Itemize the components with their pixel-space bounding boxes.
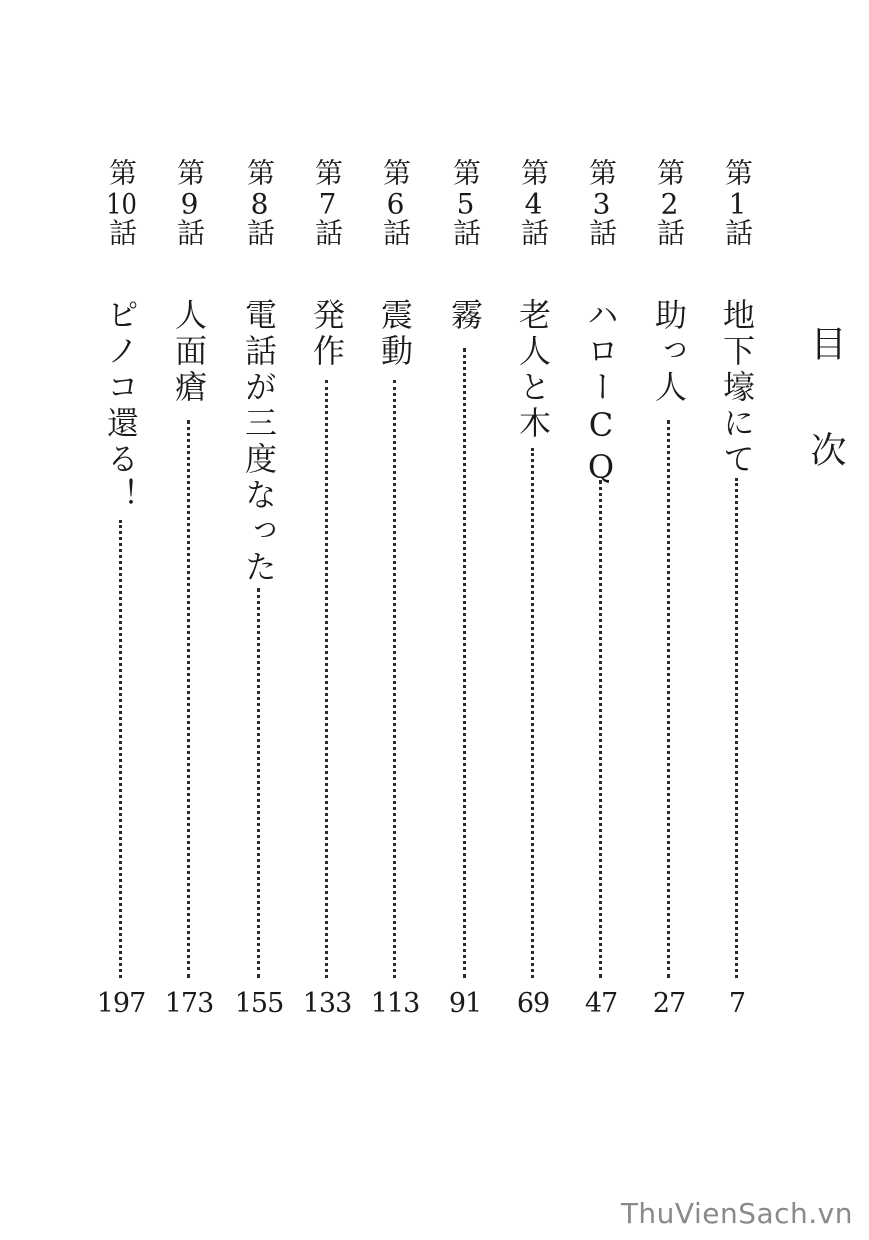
toc-entry[interactable] — [576, 158, 626, 1028]
chapter-title: 人面瘡 — [170, 298, 208, 406]
page-number: 197 — [96, 988, 146, 1019]
chapter-title: 霧 — [446, 298, 484, 334]
page-number: 91 — [448, 988, 482, 1019]
page-number: 27 — [652, 988, 686, 1019]
page-number: 69 — [516, 988, 550, 1019]
chapter-title: 電話が三度なった — [240, 298, 278, 586]
page-number: 133 — [302, 988, 352, 1019]
toc-entry[interactable] — [644, 158, 694, 1028]
toc-entry[interactable] — [370, 158, 420, 1028]
chapter-number: 第9話 — [173, 158, 206, 250]
page-number: 155 — [234, 988, 284, 1019]
chapter-title: ピノコ還る！ — [102, 298, 140, 514]
toc-entry[interactable] — [508, 158, 558, 1028]
leader-dots — [119, 520, 122, 978]
toc-heading: 目次 — [805, 325, 846, 537]
toc-entry[interactable] — [440, 158, 490, 1028]
watermark: ThuVienSach.vn — [620, 1197, 853, 1230]
leader-dots — [463, 348, 466, 978]
chapter-number: 第6話 — [379, 158, 412, 250]
leader-dots — [531, 448, 534, 978]
page-number: 7 — [728, 988, 746, 1019]
chapter-number: 第7話 — [311, 158, 344, 250]
leader-dots — [393, 380, 396, 978]
leader-dots — [187, 420, 190, 978]
chapter-number: 第5話 — [449, 158, 482, 250]
chapter-title: 震動 — [376, 298, 414, 370]
chapter-title: 発作 — [308, 298, 346, 370]
chapter-title: 老人と木 — [514, 298, 552, 442]
toc-entry[interactable] — [96, 158, 146, 1028]
chapter-number: 第3話 — [585, 158, 618, 250]
leader-dots — [325, 380, 328, 978]
chapter-title: 地下壕にて — [718, 298, 756, 478]
chapter-number: 第1話 — [721, 158, 754, 250]
page-number: 113 — [370, 988, 420, 1019]
leader-dots — [735, 478, 738, 978]
leader-dots — [667, 420, 670, 978]
page-number: 173 — [164, 988, 214, 1019]
chapter-number: 第2話 — [653, 158, 686, 250]
chapter-number: 第10話 — [105, 158, 138, 250]
toc-entry[interactable] — [234, 158, 284, 1028]
toc-entry[interactable] — [302, 158, 352, 1028]
leader-dots — [257, 588, 260, 978]
chapter-title: 助っ人 — [650, 298, 688, 406]
leader-dots — [599, 480, 602, 978]
page-number: 47 — [584, 988, 618, 1019]
toc-entry[interactable] — [712, 158, 762, 1028]
chapter-number: 第4話 — [517, 158, 550, 250]
toc-entry[interactable] — [164, 158, 214, 1028]
chapter-title: ハローCQ — [582, 298, 620, 490]
chapter-number: 第8話 — [243, 158, 276, 250]
